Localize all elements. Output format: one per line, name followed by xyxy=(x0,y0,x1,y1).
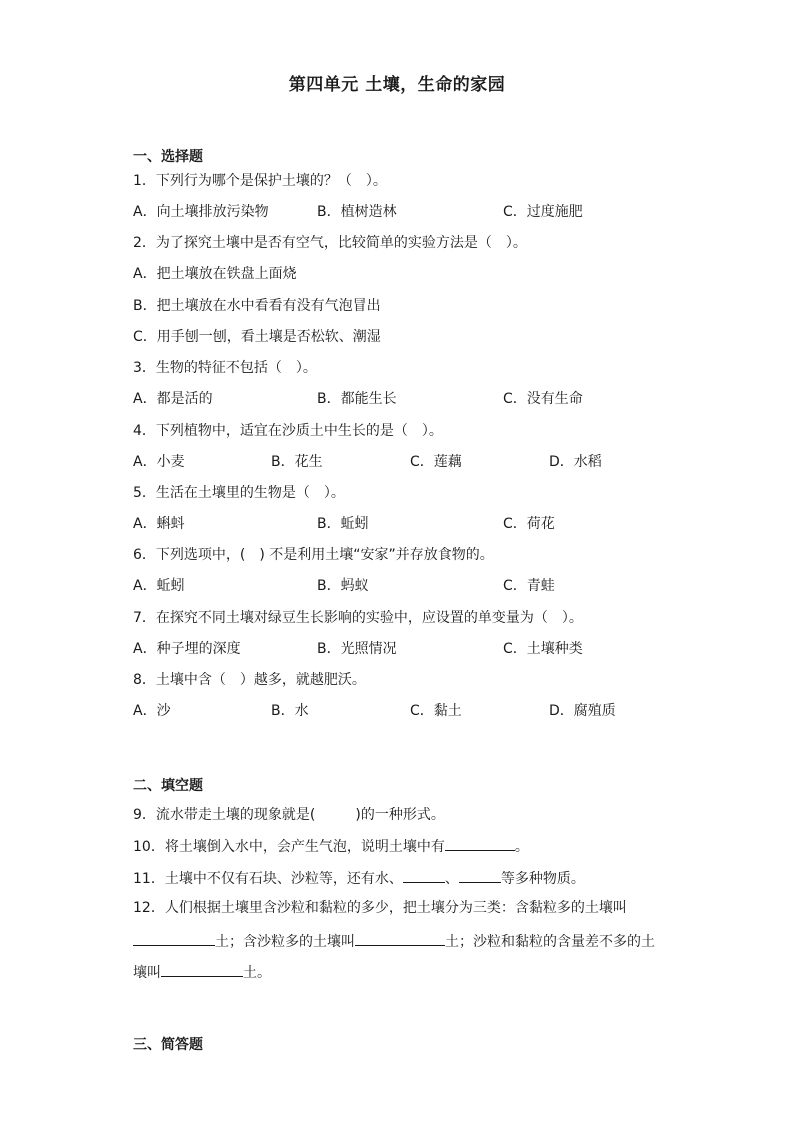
section-heading-short-answer: 三、简答题 xyxy=(133,1037,203,1053)
question-12-line-1: 12．人们根据土壤里含沙粒和黏粒的多少，把土壤分为三类：含黏粒多的土壤叫 xyxy=(133,900,627,916)
option: C．用手刨一刨，看土壤是否松软、潮湿 xyxy=(133,329,381,345)
option: D．水稻 xyxy=(549,454,602,470)
option: A．种子埋的深度 xyxy=(133,641,241,657)
option: A．都是活的 xyxy=(133,391,213,407)
question-4: 4．下列植物中，适宜在沙质土中生长的是（ ）。 xyxy=(133,423,443,439)
question-1: 1．下列行为哪个是保护土壤的？（ ）。 xyxy=(133,173,387,189)
question-7-options xyxy=(133,640,693,658)
question-text: 土；含沙粒多的土壤叫 xyxy=(215,934,355,950)
question-10 xyxy=(133,836,529,856)
question-6: 6．下列选项中，( ) 不是利用土壤“安家”并存放食物的。 xyxy=(133,547,494,563)
option: A．蚯蚓 xyxy=(133,578,185,594)
question-2: 2．为了探究土壤中是否有空气，比较简单的实验方法是（ ）。 xyxy=(133,235,527,251)
option: C．没有生命 xyxy=(503,391,583,407)
question-3: 3．生物的特征不包括（ ）。 xyxy=(133,360,317,376)
answer-blank[interactable] xyxy=(315,805,355,819)
option: C．黏土 xyxy=(410,703,462,719)
answer-blank[interactable] xyxy=(403,868,445,883)
question-text: 11．土壤中不仅有石块、沙粒等，还有水、 xyxy=(133,871,403,887)
question-9 xyxy=(133,805,445,824)
option: C．荷花 xyxy=(503,516,555,532)
question-text: 9．流水带走土壤的现象就是( xyxy=(133,807,316,823)
option: B．把土壤放在水中看看有没有气泡冒出 xyxy=(133,298,381,314)
option: A．蝌蚪 xyxy=(133,516,185,532)
question-8: 8．土壤中含（ ）越多，就越肥沃。 xyxy=(133,672,366,688)
question-text: )的一种形式。 xyxy=(355,807,445,823)
question-5: 5．生活在土壤里的生物是（ ）。 xyxy=(133,485,345,501)
question-text: 土。 xyxy=(243,965,271,981)
option: A．沙 xyxy=(133,703,171,719)
answer-blank[interactable] xyxy=(355,931,445,946)
question-text: 、 xyxy=(444,871,459,887)
option: B．蚂蚁 xyxy=(317,578,369,594)
answer-blank[interactable] xyxy=(459,868,501,883)
option: D．腐殖质 xyxy=(549,703,616,719)
question-5-options xyxy=(133,515,693,533)
option: B．花生 xyxy=(271,454,323,470)
section-heading-choice: 一、选择题 xyxy=(133,149,203,165)
option: B．水 xyxy=(271,703,309,719)
option: C．过度施肥 xyxy=(503,204,583,220)
option: A．把土壤放在铁盘上面烧 xyxy=(133,266,297,282)
option: C．土壤种类 xyxy=(503,641,583,657)
question-11 xyxy=(133,868,585,888)
answer-blank[interactable] xyxy=(133,931,215,946)
question-3-options xyxy=(133,390,693,408)
question-1-options xyxy=(133,203,693,221)
section-heading-fill: 二、填空题 xyxy=(133,778,203,794)
question-7: 7．在探究不同土壤对绿豆生长影响的实验中，应设置的单变量为（ ）。 xyxy=(133,610,583,626)
answer-blank[interactable] xyxy=(161,962,243,977)
question-text: 10．将土壤倒入水中，会产生气泡，说明土壤中有 xyxy=(133,839,445,855)
option: B．都能生长 xyxy=(317,391,397,407)
question-text: 土；沙粒和黏粒的含量差不多的土 xyxy=(445,934,655,950)
question-text: 壤叫 xyxy=(133,965,161,981)
option: A．小麦 xyxy=(133,454,185,470)
question-4-options xyxy=(133,453,693,471)
question-12-line-2 xyxy=(133,931,655,951)
option: C．青蛙 xyxy=(503,578,555,594)
question-12-line-3 xyxy=(133,962,271,982)
question-6-options xyxy=(133,577,693,595)
page-title: 第四单元 土壤，生命的家园 xyxy=(288,75,506,95)
option: B．植树造林 xyxy=(317,204,397,220)
question-8-options xyxy=(133,702,693,720)
answer-blank[interactable] xyxy=(445,836,515,851)
option: C．莲藕 xyxy=(410,454,462,470)
option: B．光照情况 xyxy=(317,641,397,657)
option: A．向土壤排放污染物 xyxy=(133,204,269,220)
question-text: 等多种物质。 xyxy=(500,871,585,887)
option: B．蚯蚓 xyxy=(317,516,369,532)
question-text: 。 xyxy=(514,839,529,855)
